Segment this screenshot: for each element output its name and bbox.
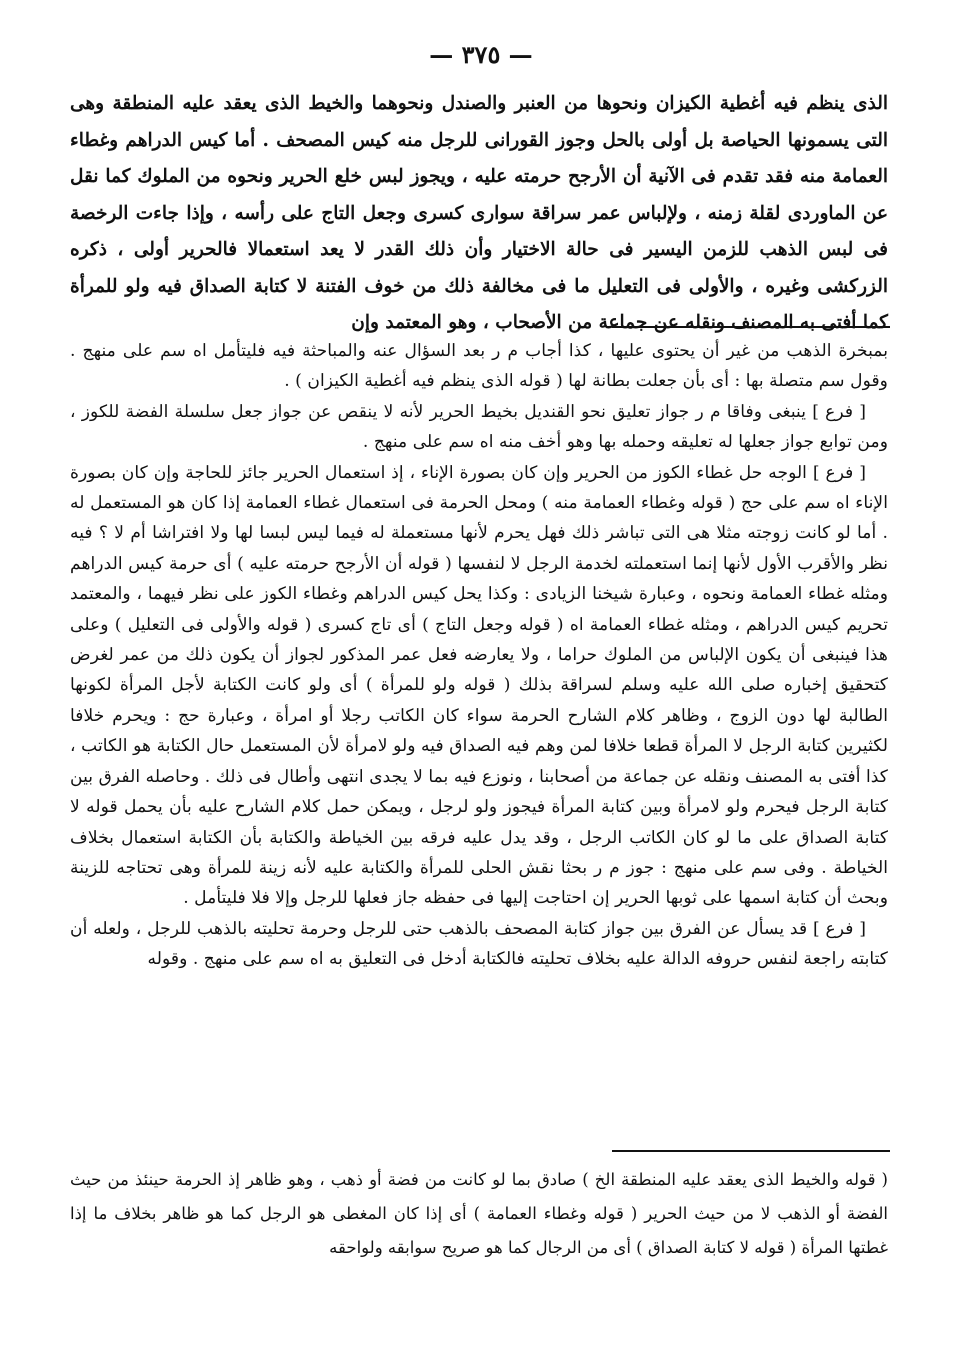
commentary-paragraph: [ فرع ] الوجه حل غطاء الكوز من الحرير وإن كان بصورة الإناء ، إذ استعمال الحرير جائز للحاجة وإن كان بصورة الإناء اه سم على حج ( قوله وغطاء العمامة منه ) ومحل الحرمة فى استعمال غطاء العمامة إذا كان هو المستعمل له . أما لو كانت زوجته مثلا هى التى تباشر ذلك فهل يحرم لأنها مستعملة له فيما ليس لبسا لها ولا افتراشا أم لا ؟ فيه نظر والأقرب الأول لأنها إنما استعملته لخدمة الرجل لا لنفسها ( قوله أن الأرجح حرمته عليه ) أى حرمة كيس الدراهم ومثله غطاء العمامة ونحوه ، وعبارة شيخنا الزيادى : وكذا يحل كيس الدراهم وغطاء الكوز على نظر فيهما ، والمعتمد تحريم كيس الدراهم ، ومثله غطاء العمامة اه ( قوله وجعل التاج ) أى تاج كسرى ( قوله والأولى فى التعليل ) وعلى هذا فينبغى أن يكون الإلباس من الملوك حراما ، ولا يعارضه فعل عمر المذكور لجواز أن يكون ذلك من عمر لغرض كتحقيق إخباره صلى الله عليه وسلم لسراقة بذلك ( قوله ولو للمرأة ) أى ولو كانت الكتابة لأجل المرأة لكونها الطالبة لها دون الزوج ، وظاهر كلام الشارح الحرمة سواء كان الكاتب رجلا أو امرأة ، وعبارة حج : ويحرم خلافا لكثيرين كتابة الرجل لا المرأة قطعا خلافا لمن وهم فيه الصداق فيه ولو لامرأة لأن المستعمل حال الكتابة هو الكاتب ، كذا أفتى به المصنف ونقله عن جماعة من أصحابنا ، ونوزع فيه بما لا يجدى انتهى وأطال فى ذلك . وحاصله الفرق بين كتابة الرجل فيحرم ولو لامرأة وبين كتابة المرأة فيجوز ولو لرجل ، ويمكن حمل كلام الشارح عليه بأن يحمل قوله لا كتابة الصداق على ما لو كان الكاتب الرجل ، وقد يدل عليه فرقه بين الخياطة والكتابة بأن الكتابة استعمال بخلاف الخياطة . وفى سم على منهج : جوز م ر بحثا نقش الحلى للمرأة والكتابة عليه لأنه زينة للمرأة وهى تحتاجه للزينة وبحث أن كتابة اسمها على ثوبها الحرير إن احتاجت إليها فى حفظه جاز فعلها للرجل وإلا فلا فليتأمل . <box>70 462 888 909</box>
commentary-divider <box>612 326 890 328</box>
commentary-paragraph: بمبخرة الذهب من غير أن يحتوى عليها ، كذا أجاب م ر بعد السؤال عنه والمباحثة فيه فليتأمل اه سم على منهج . وقول سم متصلة بها : أى بأن جعلت بطانة لها ( قوله الذى ينظم فيه أغطية الكيزان ) . <box>70 341 888 392</box>
footnote-divider <box>612 1150 890 1152</box>
page-number: — ٣٧٥ — <box>429 40 533 69</box>
main-paragraph: الذى ينظم فيه أغطية الكيزان ونحوها من العنبر والصندل ونحوهما والخيط الذى يعقد عليه المنطقة وهى التى يسمونها الحياصة بل أولى بالحل وجوز القورانى للرجل منه كيس المصحف . أما كيس الدراهم وغطاء العمامة منه فقد تقدم فى الآنية أن الأرجح حرمته عليه ، ويجوز لبس خلع الحرير ونحوه من الملوك كما نقل عن الماوردى لقلة زمنه ، ولإلباس عمر سراقة سوارى كسرى وجعل التاج على رأسه ، وإذا جاءت الرخصة فى لبس الذهب للزمن اليسير فى حالة الاختيار وأن ذلك القدر لا يعد استعمالا فالحرير أولى ، ذكره الزركشى وغيره ، والأولى فى التعليل ما فى مخالفة ذلك من خوف الفتنة لا كتابة الصداق فيه ولو للمرأة كما أفتى به المصنف ونقله عن جماعة من الأصحاب ، وهو المعتمد وإن <box>70 93 888 333</box>
footnote-paragraph: ( قوله والخيط الذى يعقد عليه المنطقة الخ ) صادق بما لو كانت من فضة أو ذهب ، وهو ظاهر إذ الحرمة حينئذ من حيث الفضة أو الذهب لا من حيث الحرير ( قوله وغطاء العمامة ) أى إذا كان المغطى هو الرجل كما هو ظاهر بخلاف ما إذا غطتها المرأة ( قوله لا كتابة الصداق ) أى من الرجال كما هو صريح سوابقه ولواحقه <box>70 1170 888 1257</box>
commentary-section <box>70 336 888 975</box>
commentary-paragraph: [ فرع ] قد يسأل عن الفرق بين جواز كتابة المصحف بالذهب حتى للرجل وحرمة تحليته بالذهب للرجل ، ولعله أن كتابته راجعة لنفس حروفه الدالة عليه بخلاف تحليته فالكتابة أدخل فى التعليق به اه سم على منهج . وقوله <box>70 918 888 970</box>
commentary-paragraph: [ فرع ] ينبغى وفاقا م ر جواز تعليق نحو القنديل بخيط الحرير لأنه لا ينقص عن جواز جعل سلسلة الفضة للكوز ، ومن توابع جواز جعلها له تعليقه وحمله بها وهو أخف منه اه سم على منهج . <box>70 401 888 453</box>
footnote-section <box>70 1163 888 1265</box>
main-text <box>70 86 888 342</box>
